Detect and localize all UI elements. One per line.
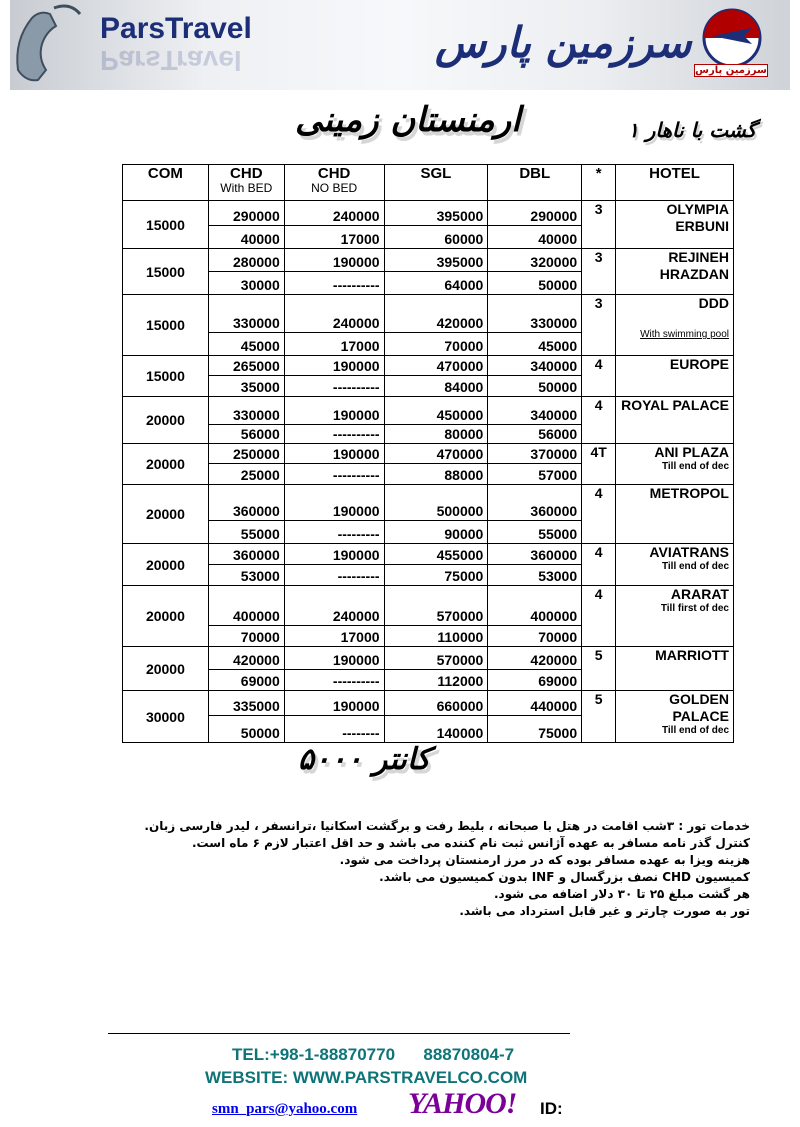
rate-cell: 56000 bbox=[208, 425, 284, 444]
rate-cell: 35000 bbox=[208, 376, 284, 397]
page-title: ارمنستان زمینی bbox=[295, 100, 521, 140]
rate-cell: 360000 bbox=[488, 544, 582, 565]
star-rating-cell: 4 bbox=[582, 544, 616, 586]
table-row bbox=[123, 691, 734, 716]
brand-name-persian: سرزمین پارس bbox=[435, 18, 692, 67]
service-line: تور به صورت چارتر و غیر قابل استرداد می باشد. bbox=[459, 904, 750, 918]
commission-cell: 20000 bbox=[123, 647, 209, 691]
rate-cell: 64000 bbox=[384, 272, 488, 295]
rate-cell: 360000 bbox=[208, 544, 284, 565]
rate-cell: 50000 bbox=[208, 716, 284, 743]
rate-cell: 290000 bbox=[488, 201, 582, 226]
table-row bbox=[123, 249, 734, 272]
table-row bbox=[123, 647, 734, 670]
rate-cell: 90000 bbox=[384, 521, 488, 544]
hotel-name: OLYMPIA ERBUNI bbox=[666, 201, 729, 234]
header-hotel: HOTEL bbox=[616, 165, 734, 201]
hotel-name-cell bbox=[616, 691, 734, 743]
header-chd-with-bed: CHD With BED bbox=[208, 165, 284, 201]
commission-cell: 20000 bbox=[123, 444, 209, 485]
rate-cell: 30000 bbox=[208, 272, 284, 295]
yahoo-logo: YAHOO! bbox=[408, 1087, 517, 1120]
header-dbl: DBL bbox=[488, 165, 582, 201]
rate-cell: 340000 bbox=[488, 397, 582, 425]
rate-cell: 280000 bbox=[208, 249, 284, 272]
table-row bbox=[123, 444, 734, 464]
hotel-name: DDD bbox=[698, 295, 729, 311]
rate-cell: ---------- bbox=[284, 464, 384, 485]
hotel-name: ROYAL PALACE bbox=[621, 397, 729, 413]
hotel-name-cell bbox=[616, 444, 734, 485]
brand-name: ParsTravel bbox=[100, 12, 252, 45]
rate-cell: 420000 bbox=[488, 647, 582, 670]
hotel-name: REJINEH HRAZDAN bbox=[659, 249, 729, 282]
rate-cell: 40000 bbox=[488, 226, 582, 249]
star-rating-cell: 4 bbox=[582, 356, 616, 397]
rate-cell: 190000 bbox=[284, 444, 384, 464]
telephone-icon bbox=[10, 0, 90, 90]
hotel-name-cell bbox=[616, 356, 734, 397]
table-row bbox=[123, 356, 734, 376]
rate-cell: 360000 bbox=[208, 485, 284, 521]
hotel-name: EUROPE bbox=[669, 356, 729, 372]
rate-cell: 50000 bbox=[488, 272, 582, 295]
commission-cell: 15000 bbox=[123, 356, 209, 397]
rate-cell: 69000 bbox=[488, 670, 582, 691]
header-com: COM bbox=[123, 165, 209, 201]
rate-cell: 50000 bbox=[488, 376, 582, 397]
hotel-note: Till first of dec bbox=[660, 603, 729, 614]
rate-cell: 265000 bbox=[208, 356, 284, 376]
hotel-note: Till end of dec bbox=[661, 461, 729, 472]
rate-cell: ---------- bbox=[284, 670, 384, 691]
rate-cell: 55000 bbox=[488, 521, 582, 544]
service-line: هزینه ویزا به عهده مسافر بوده که در مرز ارمنستان پرداخت می شود. bbox=[339, 853, 750, 867]
rate-cell: 57000 bbox=[488, 464, 582, 485]
rate-cell: 330000 bbox=[208, 295, 284, 333]
telephone-numbers: TEL:+98-1-88870770 88870804-7 bbox=[232, 1045, 515, 1064]
rate-cell: 17000 bbox=[284, 333, 384, 356]
rate-cell: 70000 bbox=[208, 626, 284, 647]
header-banner bbox=[10, 0, 790, 90]
rate-cell: 395000 bbox=[384, 249, 488, 272]
rate-cell: 112000 bbox=[384, 670, 488, 691]
hotel-name-cell bbox=[616, 295, 734, 356]
rate-cell: 190000 bbox=[284, 485, 384, 521]
commission-cell: 15000 bbox=[123, 249, 209, 295]
website-link[interactable]: WEBSITE: WWW.PARSTRAVELCO.COM bbox=[205, 1068, 528, 1087]
rate-cell: 40000 bbox=[208, 226, 284, 249]
service-line: کنترل گذر نامه مسافر به عهده آژانس ثبت نام کننده می باشد و حد اقل اعتبار لازم ۶ ماه است. bbox=[192, 836, 750, 850]
rate-cell: 140000 bbox=[384, 716, 488, 743]
hotel-name-cell bbox=[616, 485, 734, 544]
rate-cell: 25000 bbox=[208, 464, 284, 485]
star-rating-cell: 3 bbox=[582, 201, 616, 249]
messenger-id-label: ID: bbox=[540, 1099, 563, 1118]
table-row bbox=[123, 201, 734, 226]
commission-cell: 20000 bbox=[123, 485, 209, 544]
rate-cell: 570000 bbox=[384, 647, 488, 670]
rate-cell: 53000 bbox=[208, 565, 284, 586]
star-rating-cell: 4 bbox=[582, 485, 616, 544]
rate-cell: 53000 bbox=[488, 565, 582, 586]
rate-cell: 56000 bbox=[488, 425, 582, 444]
rate-cell: 69000 bbox=[208, 670, 284, 691]
star-rating-cell: 5 bbox=[582, 691, 616, 743]
rate-cell: 70000 bbox=[384, 333, 488, 356]
rate-cell: 190000 bbox=[284, 249, 384, 272]
rate-cell: 400000 bbox=[208, 586, 284, 626]
rate-cell: 660000 bbox=[384, 691, 488, 716]
rate-cell: 75000 bbox=[384, 565, 488, 586]
header-star: * bbox=[582, 165, 616, 201]
hotel-note: Till end of dec bbox=[661, 725, 729, 736]
rate-cell: 400000 bbox=[488, 586, 582, 626]
hotel-name: ANI PLAZA bbox=[654, 444, 729, 460]
brand-reflection: ParsTravel bbox=[100, 45, 242, 76]
hotel-name: METROPOL bbox=[649, 485, 729, 501]
rate-cell: --------- bbox=[284, 521, 384, 544]
service-line: خدمات تور : ۳شب اقامت در هتل با صبحانه ، بلیط رفت و برگشت اسکانیا ،ترانسفر ، لیدر فارسی زبان. bbox=[144, 819, 750, 833]
rate-cell: 80000 bbox=[384, 425, 488, 444]
rate-cell: 70000 bbox=[488, 626, 582, 647]
star-rating-cell: 3 bbox=[582, 295, 616, 356]
rate-cell: 470000 bbox=[384, 444, 488, 464]
rate-cell: 240000 bbox=[284, 201, 384, 226]
commission-cell: 15000 bbox=[123, 295, 209, 356]
hotel-name-cell bbox=[616, 544, 734, 586]
hotel-name: GOLDEN PALACE bbox=[669, 691, 729, 724]
table-row bbox=[123, 485, 734, 521]
rate-cell: 440000 bbox=[488, 691, 582, 716]
rate-cell: 450000 bbox=[384, 397, 488, 425]
header-chd-no-bed: CHD NO BED bbox=[284, 165, 384, 201]
hotel-name: MARRIOTT bbox=[655, 647, 729, 663]
tour-services-notes bbox=[144, 818, 750, 920]
rate-cell: 320000 bbox=[488, 249, 582, 272]
hotel-name-cell bbox=[616, 647, 734, 691]
rate-cell: 190000 bbox=[284, 397, 384, 425]
rate-cell: 360000 bbox=[488, 485, 582, 521]
table-row bbox=[123, 397, 734, 425]
hotel-name: AVIATRANS bbox=[649, 544, 729, 560]
rate-cell: 290000 bbox=[208, 201, 284, 226]
rate-cell: 240000 bbox=[284, 295, 384, 333]
rate-cell: 330000 bbox=[208, 397, 284, 425]
service-line: هر گشت مبلغ ۲۵ تا ۳۰ دلار اضافه می شود. bbox=[493, 887, 750, 901]
hotel-name-cell bbox=[616, 397, 734, 444]
email-link[interactable]: smn_pars@yahoo.com bbox=[212, 1101, 358, 1117]
logo-caption: سرزمین پارس bbox=[695, 65, 767, 76]
hotel-name-cell bbox=[616, 201, 734, 249]
rate-cell: 370000 bbox=[488, 444, 582, 464]
commission-cell: 20000 bbox=[123, 397, 209, 444]
tour-subtitle: ۱ گشت با ناهار bbox=[628, 118, 757, 142]
counter-fee: کانتر ۵۰۰۰ bbox=[298, 742, 431, 777]
header-sgl: SGL bbox=[384, 165, 488, 201]
rate-cell: 395000 bbox=[384, 201, 488, 226]
rate-cell: 88000 bbox=[384, 464, 488, 485]
footer-divider bbox=[108, 1033, 570, 1034]
rate-cell: 60000 bbox=[384, 226, 488, 249]
rate-cell: 190000 bbox=[284, 647, 384, 670]
hotel-name-cell bbox=[616, 586, 734, 647]
rate-cell: 45000 bbox=[208, 333, 284, 356]
rate-cell: 84000 bbox=[384, 376, 488, 397]
star-rating-cell: 4 bbox=[582, 586, 616, 647]
rate-cell: 17000 bbox=[284, 626, 384, 647]
rate-cell: --------- bbox=[284, 565, 384, 586]
table-row bbox=[123, 544, 734, 565]
rate-cell: ---------- bbox=[284, 425, 384, 444]
star-rating-cell: 5 bbox=[582, 647, 616, 691]
star-rating-cell: 4T bbox=[582, 444, 616, 485]
rate-cell: 330000 bbox=[488, 295, 582, 333]
hotel-name-cell bbox=[616, 249, 734, 295]
rate-cell: 250000 bbox=[208, 444, 284, 464]
rate-cell: 17000 bbox=[284, 226, 384, 249]
hotel-feature-note: With swimming pool bbox=[640, 329, 729, 340]
rate-cell: ---------- bbox=[284, 376, 384, 397]
rate-cell: 500000 bbox=[384, 485, 488, 521]
hotel-rates-table bbox=[122, 164, 734, 743]
rate-cell: 190000 bbox=[284, 356, 384, 376]
rate-cell: 55000 bbox=[208, 521, 284, 544]
table-row bbox=[123, 295, 734, 333]
rate-cell: 335000 bbox=[208, 691, 284, 716]
rate-cell: 340000 bbox=[488, 356, 582, 376]
service-line: کمیسیون CHD نصف بزرگسال و INF بدون کمیسیون می باشد. bbox=[379, 870, 750, 884]
rate-cell: 45000 bbox=[488, 333, 582, 356]
rate-cell: 570000 bbox=[384, 586, 488, 626]
hotel-note: Till end of dec bbox=[661, 561, 729, 572]
rate-cell: 470000 bbox=[384, 356, 488, 376]
rate-cell: 240000 bbox=[284, 586, 384, 626]
rate-cell: 75000 bbox=[488, 716, 582, 743]
star-rating-cell: 3 bbox=[582, 249, 616, 295]
rate-cell: 455000 bbox=[384, 544, 488, 565]
commission-cell: 15000 bbox=[123, 201, 209, 249]
commission-cell: 20000 bbox=[123, 544, 209, 586]
commission-cell: 30000 bbox=[123, 691, 209, 743]
hotel-name: ARARAT bbox=[670, 586, 729, 602]
commission-cell: 20000 bbox=[123, 586, 209, 647]
table-header-row bbox=[123, 165, 734, 201]
star-rating-cell: 4 bbox=[582, 397, 616, 444]
rate-cell: -------- bbox=[284, 716, 384, 743]
rate-cell: ---------- bbox=[284, 272, 384, 295]
rate-cell: 190000 bbox=[284, 691, 384, 716]
rate-cell: 420000 bbox=[384, 295, 488, 333]
rate-cell: 110000 bbox=[384, 626, 488, 647]
table-row bbox=[123, 586, 734, 626]
rate-cell: 190000 bbox=[284, 544, 384, 565]
rate-cell: 420000 bbox=[208, 647, 284, 670]
